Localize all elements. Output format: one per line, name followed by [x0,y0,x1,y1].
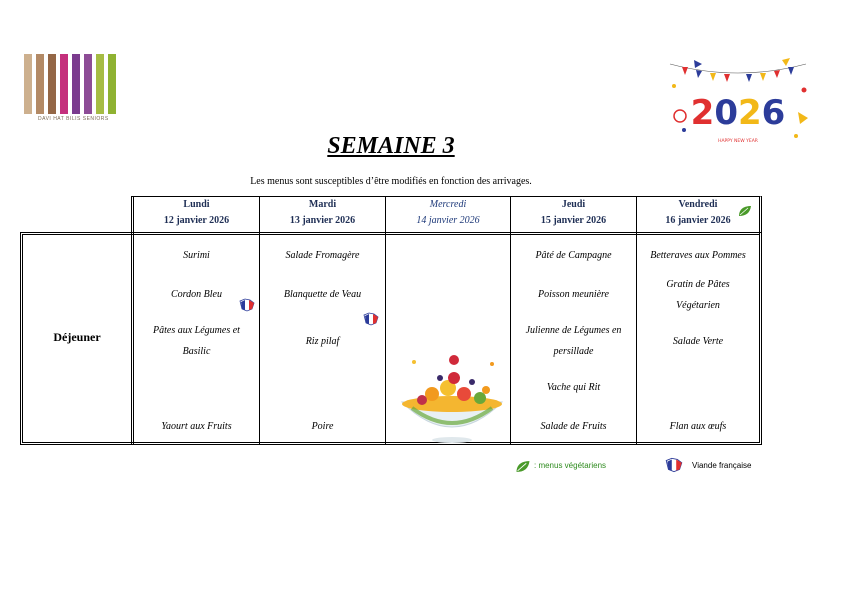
dish: Blanquette de Veau [283,289,362,300]
dish: Salade Fromagère [285,250,360,261]
dish: Poire [311,421,334,432]
dish: Riz pilaf [305,336,340,347]
french-flag-icon [362,311,380,327]
dish: Salade de Fruits [540,421,607,432]
day-name: Jeudi [561,199,586,210]
leaf-icon [738,205,752,217]
day-header-mercredi [386,199,510,232]
day-date: 14 janvier 2026 [416,215,480,226]
dish: Vache qui Rit [546,382,601,393]
leaf-icon [515,460,531,473]
dish: Yaourt aux Fruits [161,421,232,432]
legend-french-meat: Viande française [692,461,752,470]
dish: Pâté de Campagne [535,250,612,261]
logo-caption: DAVI HAT BILIS SENIORS [38,116,109,122]
day-date: 13 janvier 2026 [289,215,356,226]
badge-tagline: HAPPY NEW YEAR [718,139,758,144]
dish: Betteraves aux Pommes [650,250,746,261]
dish: Cordon Bleu [170,289,222,300]
dish: Poisson meunière [537,289,609,300]
day-header-mardi [260,199,385,232]
dish: Pâtes aux Légumes et Basilic [153,325,240,357]
day-name: Mercredi [429,199,467,210]
arrivals-note: Les menus sont susceptibles d’être modifiés en fonction des arrivages. [250,176,532,187]
dish: Flan aux œufs [669,421,727,432]
badge-year: 2026 [690,93,786,133]
day-header-lundi [134,199,259,232]
legend-vegetarian: : menus végétariens [534,461,607,470]
dish: Surimi [183,250,210,261]
day-name: Lundi [183,199,210,210]
day-name: Vendredi [678,199,718,210]
page-title: SEMAINE 3 [327,133,455,159]
day-date: 12 janvier 2026 [163,215,230,226]
dish: Gratin de Pâtes Végétarien [666,279,730,311]
day-header-jeudi [511,199,636,232]
meal-label: Déjeuner [53,330,101,344]
day-name: Mardi [308,199,337,210]
french-flag-icon [664,456,684,474]
dish: Salade Verte [672,336,724,347]
logo-stripes [24,54,120,114]
logo [24,54,120,124]
fruit-salad-image [392,342,512,446]
dish: Julienne de Légumes en persillade [525,325,622,357]
day-date: 16 janvier 2026 [665,215,731,226]
french-flag-icon [238,297,256,313]
day-date: 15 janvier 2026 [540,215,607,226]
